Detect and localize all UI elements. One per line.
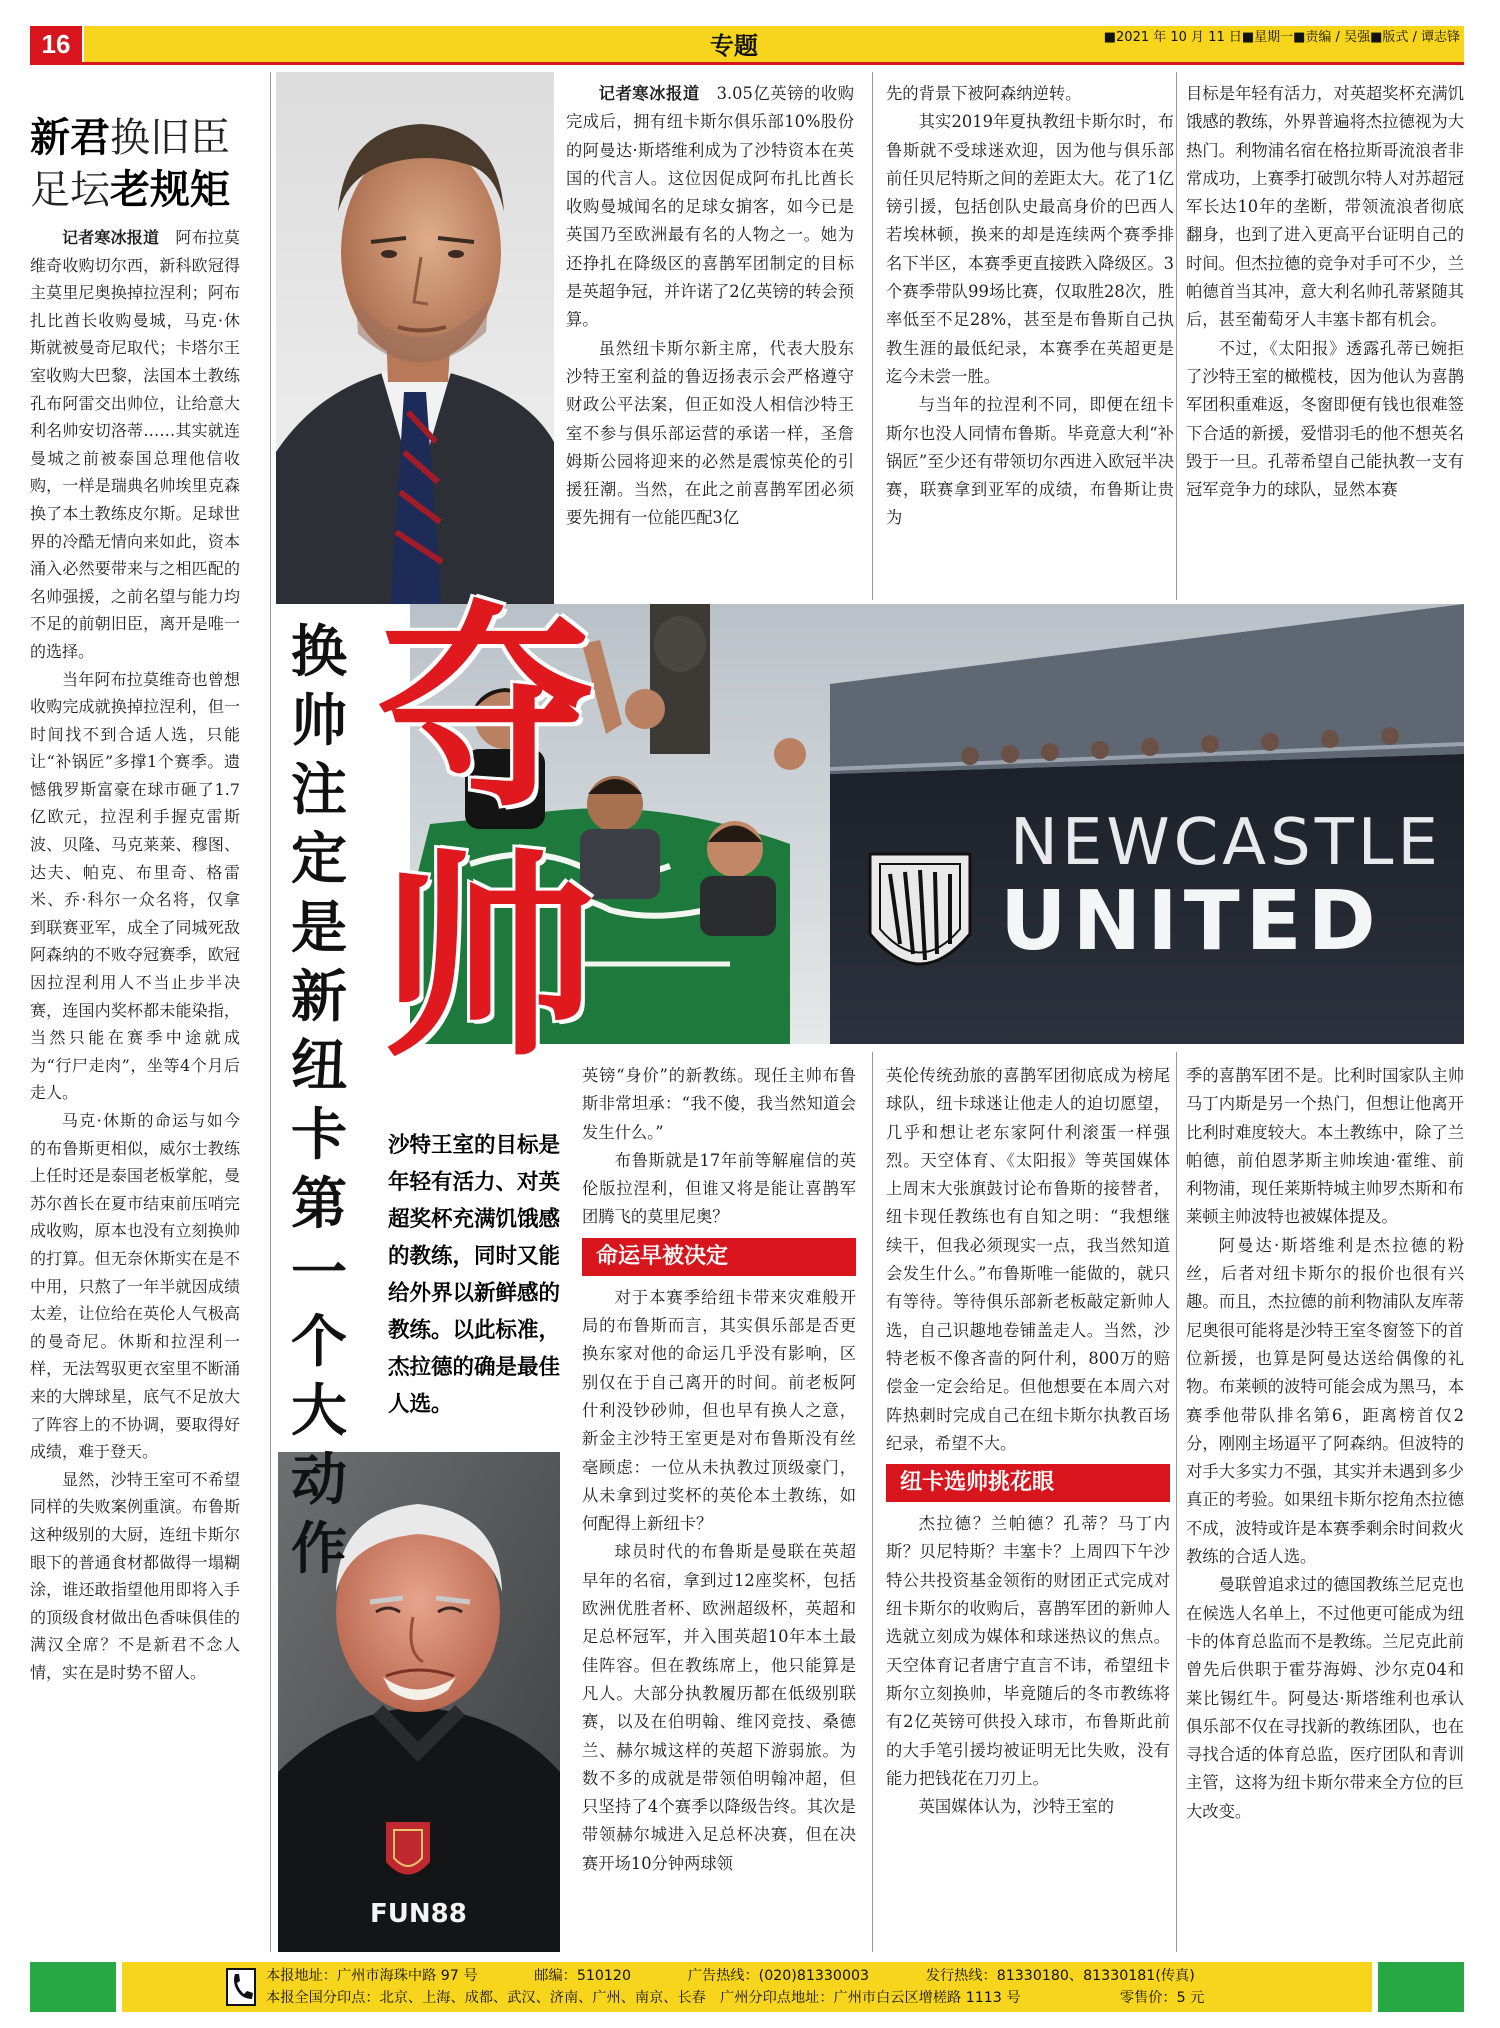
sidebar-headline — [30, 112, 260, 216]
article-paragraph: 曼联曾追求过的德国教练兰尼克也在候选人名单上，不过他更可能成为纽卡的体育总监而不是教练。兰尼克此前曾先后供职于霍芬海姆、沙尔克04和莱比锡红牛。阿曼达·斯塔维利也承认俱乐部不仅在寻找新的教练团队，也在寻找合适的体育总监，医疗团队和青训主管，这将为纽卡斯尔带来全方位的巨大改变。 — [1186, 1575, 1464, 1821]
article-paragraph: 不过，《太阳报》透露孔蒂已婉拒了沙特王室的橄榄枝，因为他认为喜鹊军团积重难返，冬窗即便有钱也很难签下合适的新援，爱惜羽毛的他不想英名毁于一旦。孔蒂希望自己能执教一支有冠军竞争力的球队，显然本赛 — [1186, 338, 1464, 500]
sign-text-united: UNITED — [1000, 874, 1382, 969]
footer-line-2: 本报全国分印点：北京、上海、成都、武汉、济南、广州、南京、长春 广州分印点地址：广州市白云区增槎路 1113 号 零售价：5 元 — [266, 1990, 1205, 2006]
article-paragraph: 对于本赛季给纽卡带来灾难般开局的布鲁斯而言，其实俱乐部是否更换东家对他的命运几乎没有影响，区别仅在于自己离开的时间。前老板阿什利没钞砂帅，但也早有换人之意，新金主沙特王室更是对布鲁斯没有丝毫顾虑：一位从未执教过顶级豪门，从未拿到过奖杯的英伦本土教练，如何配得上新纽卡？ — [582, 1287, 856, 1534]
top-column-2 — [886, 80, 1174, 598]
vertical-headline-char: 新 — [291, 965, 347, 1030]
article-paragraph: 英国媒体认为，沙特王室的 — [918, 1797, 1114, 1817]
vertical-headline-char: 帅 — [291, 689, 347, 754]
article-paragraph: 与当年的拉涅利不同，即便在纽卡斯尔也没人同情布鲁斯。毕竟意大利“补锅匠”至少还有带领切尔西进入欧冠半决赛，联赛拿到亚军的成绩，布鲁斯让贵为 — [886, 395, 1174, 528]
vertical-headline-char: 定 — [291, 827, 347, 892]
article-paragraph: 目标是年轻有活力，对英超奖杯充满饥饿感的教练，外界普遍将杰拉德视为大热门。利物浦名宿在格拉斯哥流浪者非常成功，上赛季打破凯尔特人对苏超冠军长达10年的垄断，带领流浪者彻底翻身，也到了进入更高平台证明自己的时间。但杰拉德的竞争对手可不少，兰帕德首当其冲，意大利名帅孔蒂紧随其后，甚至葡萄牙人丰塞卡都有机会。 — [1186, 84, 1464, 330]
sidebar-paragraph: 阿布拉莫维奇收购切尔西，新科欧冠得主莫里尼奥换掉拉涅利；阿布扎比酋长收购曼城，马克·休斯就被曼奇尼取代；卡塔尔王室收购大巴黎，法国本土教练孔布阿雷交出帅位，让给意大利名帅安切洛蒂……其实就连曼城之前被泰国总理他信收购，一样是瑞典名帅埃里克森换了本土教练皮尔斯。足球世界的冷酷无情向来如此，资本涌入必然要带来与之相匹配的名帅强援，之前名望与能力均不足的前朝旧臣，离开是唯一的选择。 — [30, 228, 240, 661]
footer — [30, 1962, 1464, 2012]
sidebar-paragraph: 显然，沙特王室可不希望同样的失败案例重演。布鲁斯这种级别的大厨，连纽卡斯尔眼下的普通食材都做得一塌糊涂，谁还敢指望他用即将入手的顶级食材做出色香味俱佳的满汉全席？不是新君不念人情，实在是时势不留人。 — [30, 1469, 240, 1682]
article-paragraph: 先的背景下被阿森纳逆转。 — [886, 84, 1082, 103]
vertical-headline-char: 个 — [291, 1310, 347, 1375]
column-divider — [872, 1052, 873, 1952]
column-divider — [270, 72, 271, 1952]
article-paragraph: 英镑“身价”的新教练。现任主帅布鲁斯非常坦承：“我不傻，我当然知道会发生什么。” — [582, 1066, 856, 1142]
vertical-headline-char: 换 — [291, 620, 347, 685]
sidebar-byline: 记者寒冰报道 — [62, 228, 160, 247]
vertical-headline-char: 纽 — [291, 1034, 347, 1099]
main-headline — [378, 585, 628, 1085]
vertical-headline-char: 卡 — [291, 1103, 347, 1168]
article-paragraph: 杰拉德？兰帕德？孔蒂？马丁内斯？贝尼特斯？丰塞卡？上周四下午沙特公共投资基金领衔的财团正式完成对纽卡斯尔的收购后，喜鹊军团的新帅人选就立刻成为媒体和球迷热议的焦点。天空体育记者唐宁直言不讳，希望纽卡斯尔立刻换帅，毕竟随后的冬市教练将有2亿英镑可供投入球市，布鲁斯此前的大手笔引援均被证明无比失败，没有能力把钱花在刀刃上。 — [886, 1514, 1170, 1788]
bottom-column-2 — [886, 1062, 1170, 1952]
sidebar-headline-rest-2: 足坛 — [30, 167, 110, 213]
article-paragraph: 英伦传统劲旅的喜鹊军团彻底成为榜尾球队，纽卡球迷让他走人的迫切愿望，几乎和想让老东家阿什利滚蛋一样强烈。天空体育、《太阳报》等英国媒体上周末大张旗鼓讨论布鲁斯的接替者，纽卡现任教练也有自知之明：“我想继续干，但我必须现实一点，我当然知道会发生什么。”布鲁斯唯一能做的，就只有等待。等待俱乐部新老板敲定新帅人选，自己识趣地卷铺盖走人。当然，沙特老板不像吝啬的阿什利，800万的赔偿金一定会给足。但他想要在本周六对阵热刺时完成自己在纽卡斯尔执教百场纪录，希望不大。 — [886, 1066, 1170, 1453]
vertical-headline-char: 第 — [291, 1172, 347, 1237]
club-crest-icon — [870, 854, 970, 964]
article-paragraph: 3.05亿英镑的收购完成后，拥有纽卡斯尔俱乐部10%股份的阿曼达·斯塔维利成为了沙特资本在英国的代言人。这位因促成阿布扎比酋长收购曼城闻名的足球女掮客，如今已是英国乃至欧洲最有名的人物之一。她为还挣扎在降级区的喜鹊军团制定的目标是英超争冠，并许诺了2亿英镑的转会预算。 — [566, 84, 854, 330]
article-paragraph: 布鲁斯就是17年前等解雇信的英伦版拉涅利，但谁又将是能让喜鹊军团腾飞的莫里尼奥？ — [582, 1150, 856, 1227]
column-divider — [1176, 72, 1177, 600]
column-divider — [1176, 1052, 1177, 1952]
sign-text-newcastle: NEWCASTLE — [1010, 806, 1442, 880]
article-paragraph: 虽然纽卡斯尔新主席，代表大股东沙特王室利益的鲁迈扬表示会严格遵守财政公平法案，但正如没人相信沙特王室不参与俱乐部运营的承诺一样，圣詹姆斯公园将迎来的必然是震惊英伦的引援狂潮。当然，在此之前喜鹊军团必须要先拥有一位能匹配3亿 — [566, 338, 854, 528]
column-divider — [872, 72, 873, 600]
article-paragraph: 阿曼达·斯塔维利是杰拉德的粉丝，后者对纽卡斯尔的报价也很有兴趣。而且，杰拉德的前利物浦队友库蒂尼奥很可能将是沙特王室冬窗签下的首位新援，也算是阿曼达送给偶像的礼物。布莱顿的波特可能会成为黑马，本赛季他带队排名第6，距离榜首仅2分，刚刚主场逼平了阿森纳。但波特的对手大多实力不强，其实并未遇到多少真正的考验。如果纽卡斯尔挖角杰拉德不成，波特或许是本赛季剩余时间救火教练的合适人选。 — [1186, 1235, 1464, 1567]
sidebar-column — [30, 224, 240, 1952]
vertical-headline-char: 动 — [291, 1448, 347, 1513]
footer-line-1: 本报地址：广州市海珠中路 97 号 邮编：510120 广告热线：(020)81330003 发行热线：81330180、81330181(传真) — [266, 1968, 1195, 1984]
top-column-1 — [566, 80, 854, 598]
article-paragraph: 季的喜鹊军团不是。比利时国家队主帅马丁内斯是另一个热门，但想让他离开比利时难度较大。本土教练中，除了兰帕德，前伯恩茅斯主帅埃迪·霍维、前利物浦，现任莱斯特城主帅罗杰斯和布莱顿主帅波特也被媒体提及。 — [1186, 1066, 1464, 1227]
dateline: ■2021 年 10 月 11 日■星期一■责编 / 吴强■版式 / 谭志锋 — [1103, 30, 1460, 45]
photo-gerrard — [276, 72, 554, 604]
sidebar-headline-rest-1: 换旧臣 — [110, 115, 230, 161]
vertical-headline-char: 作 — [291, 1517, 347, 1582]
shirt-sponsor-text: FUN88 — [370, 1899, 467, 1929]
vertical-headline-char: 一 — [291, 1241, 347, 1306]
article-byline: 记者寒冰报道 — [598, 84, 700, 103]
headline-deck: 沙特王室的目标是年轻有活力、对英超奖杯充满饥饿感的教练，同时又能给外界以新鲜感的教练。以此标准，杰拉德的确是最佳人选。 — [388, 1133, 561, 1417]
subhead-picking-coach: 纽卡选帅挑花眼 — [886, 1464, 1170, 1502]
page-number: 16 — [30, 26, 82, 62]
sidebar-headline-bold-2: 老规矩 — [110, 167, 230, 213]
sidebar-headline-bold-1: 新君 — [30, 115, 110, 161]
sidebar-paragraph: 当年阿布拉莫维奇也曾想收购完成就换掉拉涅利，但一时间找不到合适人选，只能让“补锅匠”多撑1个赛季。遗憾俄罗斯富豪在球市砸了1.7亿欧元，拉涅利手握克雷斯波、贝隆、马克莱莱、穆图、达夫、帕克、布里奇、格雷米、乔·科尔一众名将，仅拿到联赛亚军，成全了同城死敌阿森纳的不败夺冠赛季，欧冠因拉涅利用人不当止步半决赛，连国内奖杯都未能染指，当然只能在赛季中途就成为“行尸走肉”，坐等4个月后走人。 — [30, 669, 240, 1103]
club-crest-icon — [386, 1822, 430, 1875]
top-rule — [30, 62, 1464, 65]
article-paragraph: 其实2019年夏执教纽卡斯尔时，布鲁斯就不受球迷欢迎，因为他与俱乐部前任贝尼特斯之间的差距太大。花了1亿镑引援，包括创队史最高身价的巴西人若埃林顿，换来的却是连续两个赛季排名下半区，本赛季更直接跌入降级区。3个赛季带队99场比赛，仅取胜28次，胜率低至不足28%，甚至是布鲁斯自己执教生涯的最低纪录，本赛季在英超更是迄今未尝一胜。 — [886, 112, 1174, 386]
bottom-column-3 — [1186, 1062, 1464, 1952]
vertical-headline-char: 是 — [291, 896, 347, 961]
footer-green-block-left — [30, 1962, 116, 2012]
bottom-column-1 — [582, 1062, 856, 1952]
footer-info-bar — [122, 1962, 1372, 2012]
sidebar-paragraph: 马克·休斯的命运与如今的布鲁斯更相似，威尔士教练上任时还是泰国老板掌舵，曼苏尔酋长在夏市结束前压哨完成收购，原本也没有立刻换帅的打算。但无奈休斯实在是不中用，只熬了一年半就因成绩太差，让位给在英伦人气极高的曼奇尼。休斯和拉涅利一样，无法驾驭更衣室里不断涌来的大牌球星，底气不足放大了阵容上的不协调，要取得好成绩，难于登天。 — [30, 1111, 240, 1462]
vertical-headline-char: 大 — [291, 1379, 347, 1444]
main-headline-char: 夺 — [378, 583, 596, 836]
subhead-fate-decided: 命运早被决定 — [582, 1238, 856, 1276]
masthead — [0, 0, 1500, 62]
top-column-3 — [1186, 80, 1464, 598]
phone-handset-icon — [226, 1968, 256, 2006]
footer-green-block-right — [1378, 1962, 1464, 2012]
section-name: 专题 — [710, 32, 758, 60]
article-paragraph: 球员时代的布鲁斯是曼联在英超早年的名宿，拿到过12座奖杯，包括欧洲优胜者杯、欧洲超级杯，英超和足总杯冠军，并入围英超10年本土最佳阵容。但在教练席上，他只能算是凡人。大部分执教履历都在低级别联赛，以及在伯明翰、维冈竞技、桑德兰、赫尔城这样的英超下游弱旅。为数不多的成就是带领伯明翰冲超，但只坚持了4个赛季以降级告终。其次是带领赫尔城进入足总杯决赛，但在决赛开场10分钟两球领 — [582, 1542, 856, 1873]
vertical-headline — [288, 618, 350, 1584]
main-headline-char: 帅 — [378, 833, 596, 1086]
vertical-headline-char: 注 — [291, 758, 347, 823]
